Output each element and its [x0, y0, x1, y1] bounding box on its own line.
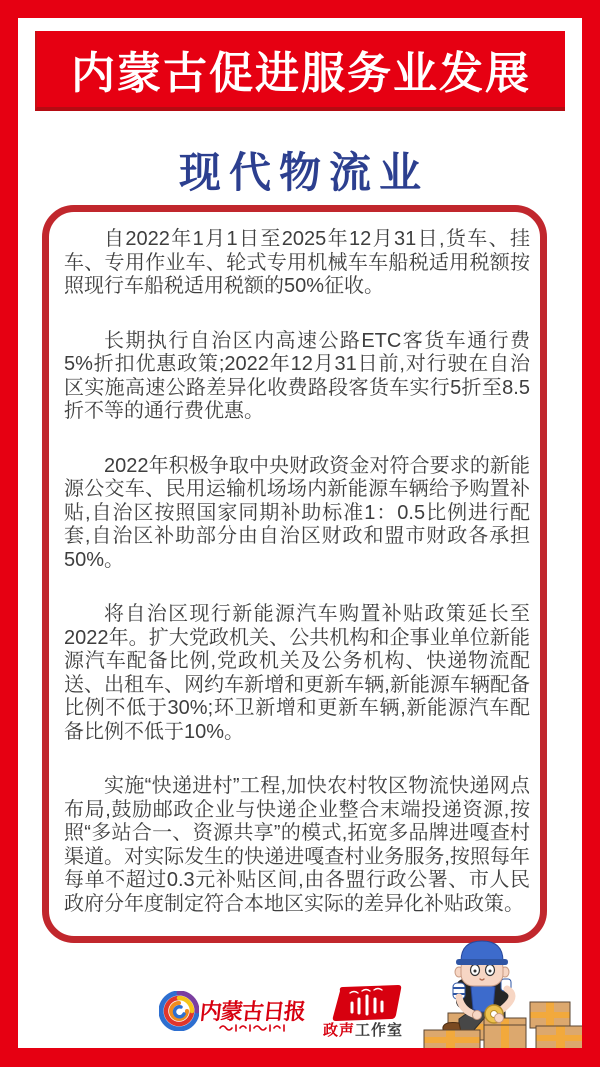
studio-name-red: 政声: [323, 1022, 356, 1039]
studio-flag-icon: [326, 985, 406, 1023]
policy-content-box: [42, 205, 547, 943]
mongolian-script-icon: [218, 1022, 288, 1034]
studio-name-dark: 工作室: [355, 1022, 404, 1039]
studio-name: [323, 1019, 403, 1040]
title-banner: [35, 31, 565, 111]
poster-subtitle: 现代物流业: [178, 149, 429, 196]
policy-paragraph: 将自治区现行新能源汽车购置补贴政策延长至2022年。扩大党政机关、公共机构和企事业单位新能源汽车配备比例,党政机关及公务机构、快递物流配送、出租车、网约车新增和更新车辆,新能源车辆配备比例不低于30%;环卫新增和更新车辆,新能源汽车配备比例不低于10%。: [64, 603, 530, 743]
policy-paragraph: 长期执行自治区内高速公路ETC客货车通行费5%折扣优惠政策;2022年12月31日前,对行驶在自治区实施高速公路差异化收费路段客货车实行5折至8.5折不等的通行费优惠。: [64, 329, 530, 422]
policy-paragraph: 实施“快递进村”工程,加快农村牧区物流快递网点布局,鼓励邮政企业与快递企业整合末端投递资源,按照“多站合一、资源共享”的模式,拓宽多品牌进嘎查村渠道。对实际发生的快递进嘎查村业务服务,按照每年每单不超过0.3元补贴区间,由各盟行政公署、市人民政府分年度制定符合本地区实际的差异化补贴政策。: [64, 775, 530, 915]
newspaper-swirl-logo-icon: [159, 991, 199, 1031]
policy-paragraph: 自2022年1月1日至2025年12月31日,货车、挂车、专用作业车、轮式专用机械车车船税适用税额按照现行车船税适用税额的50%征收。: [64, 228, 530, 297]
newspaper-name: 内蒙古日报: [198, 999, 307, 1024]
poster-title: 内蒙古促进服务业发展: [71, 49, 531, 98]
policy-paragraph: 2022年积极争取中央财政资金对符合要求的新能源公交车、民用运输机场场内新能源车辆给予购置补贴,自治区按照国家同期补助标准1：0.5比例进行配套,自治区补助部分由自治区财政和盟市财政各承担50%。: [64, 454, 530, 571]
